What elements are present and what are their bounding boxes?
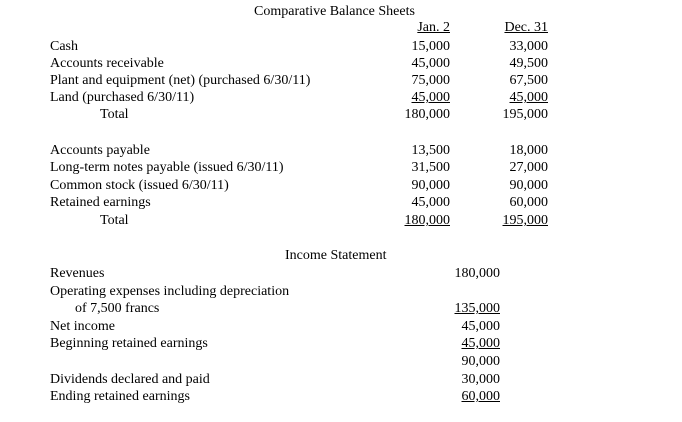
- revenues-value: 180,000: [454, 266, 500, 281]
- beginning-retained-earnings-value: 45,000: [461, 336, 500, 351]
- asset-label: Cash: [50, 39, 78, 54]
- liability-label: Common stock (issued 6/30/11): [50, 178, 229, 193]
- liabilities-total-jan: 180,000: [404, 213, 450, 228]
- dividends-value: 30,000: [461, 372, 500, 387]
- assets-total-label: Total: [100, 107, 129, 122]
- opex-label-line2: of 7,500 francs: [75, 301, 160, 316]
- beginning-retained-earnings-label: Beginning retained earnings: [50, 336, 208, 351]
- assets-total-dec: 195,000: [502, 107, 548, 122]
- asset-label: Accounts receivable: [50, 56, 164, 71]
- liability-jan-value: 90,000: [411, 178, 450, 193]
- liability-jan-value: 13,500: [411, 143, 450, 158]
- net-income-label: Net income: [50, 319, 115, 334]
- col-header-dec: Dec. 31: [504, 20, 548, 35]
- asset-label: Plant and equipment (net) (purchased 6/30/11): [50, 73, 311, 88]
- balance-sheet-title: Comparative Balance Sheets: [254, 4, 415, 19]
- col-header-jan: Jan. 2: [417, 20, 450, 35]
- liability-dec-value: 18,000: [509, 143, 548, 158]
- liability-label: Accounts payable: [50, 143, 150, 158]
- asset-jan-value: 45,000: [411, 90, 450, 105]
- asset-dec-value: 33,000: [509, 39, 548, 54]
- asset-dec-value: 67,500: [509, 73, 548, 88]
- revenues-label: Revenues: [50, 266, 105, 281]
- asset-dec-value: 45,000: [509, 90, 548, 105]
- liability-dec-value: 60,000: [509, 195, 548, 210]
- liabilities-total-dec: 195,000: [502, 213, 548, 228]
- dividends-label: Dividends declared and paid: [50, 372, 210, 387]
- asset-jan-value: 45,000: [411, 56, 450, 71]
- income-statement-title: Income Statement: [285, 248, 387, 263]
- ending-retained-earnings-label: Ending retained earnings: [50, 389, 190, 404]
- liability-label: Retained earnings: [50, 195, 151, 210]
- opex-label-line1: Operating expenses including depreciation: [50, 284, 290, 299]
- asset-jan-value: 75,000: [411, 73, 450, 88]
- liability-dec-value: 90,000: [509, 178, 548, 193]
- asset-dec-value: 49,500: [509, 56, 548, 71]
- liability-jan-value: 31,500: [411, 160, 450, 175]
- net-income-value: 45,000: [461, 319, 500, 334]
- liabilities-total-label: Total: [100, 213, 129, 228]
- ending-retained-earnings-value: 60,000: [461, 389, 500, 404]
- liability-jan-value: 45,000: [411, 195, 450, 210]
- asset-label: Land (purchased 6/30/11): [50, 90, 195, 105]
- liability-label: Long-term notes payable (issued 6/30/11): [50, 160, 284, 175]
- asset-jan-value: 15,000: [411, 39, 450, 54]
- liability-dec-value: 27,000: [509, 160, 548, 175]
- subtotal-value: 90,000: [461, 354, 500, 369]
- opex-value: 135,000: [454, 301, 500, 316]
- assets-total-jan: 180,000: [404, 107, 450, 122]
